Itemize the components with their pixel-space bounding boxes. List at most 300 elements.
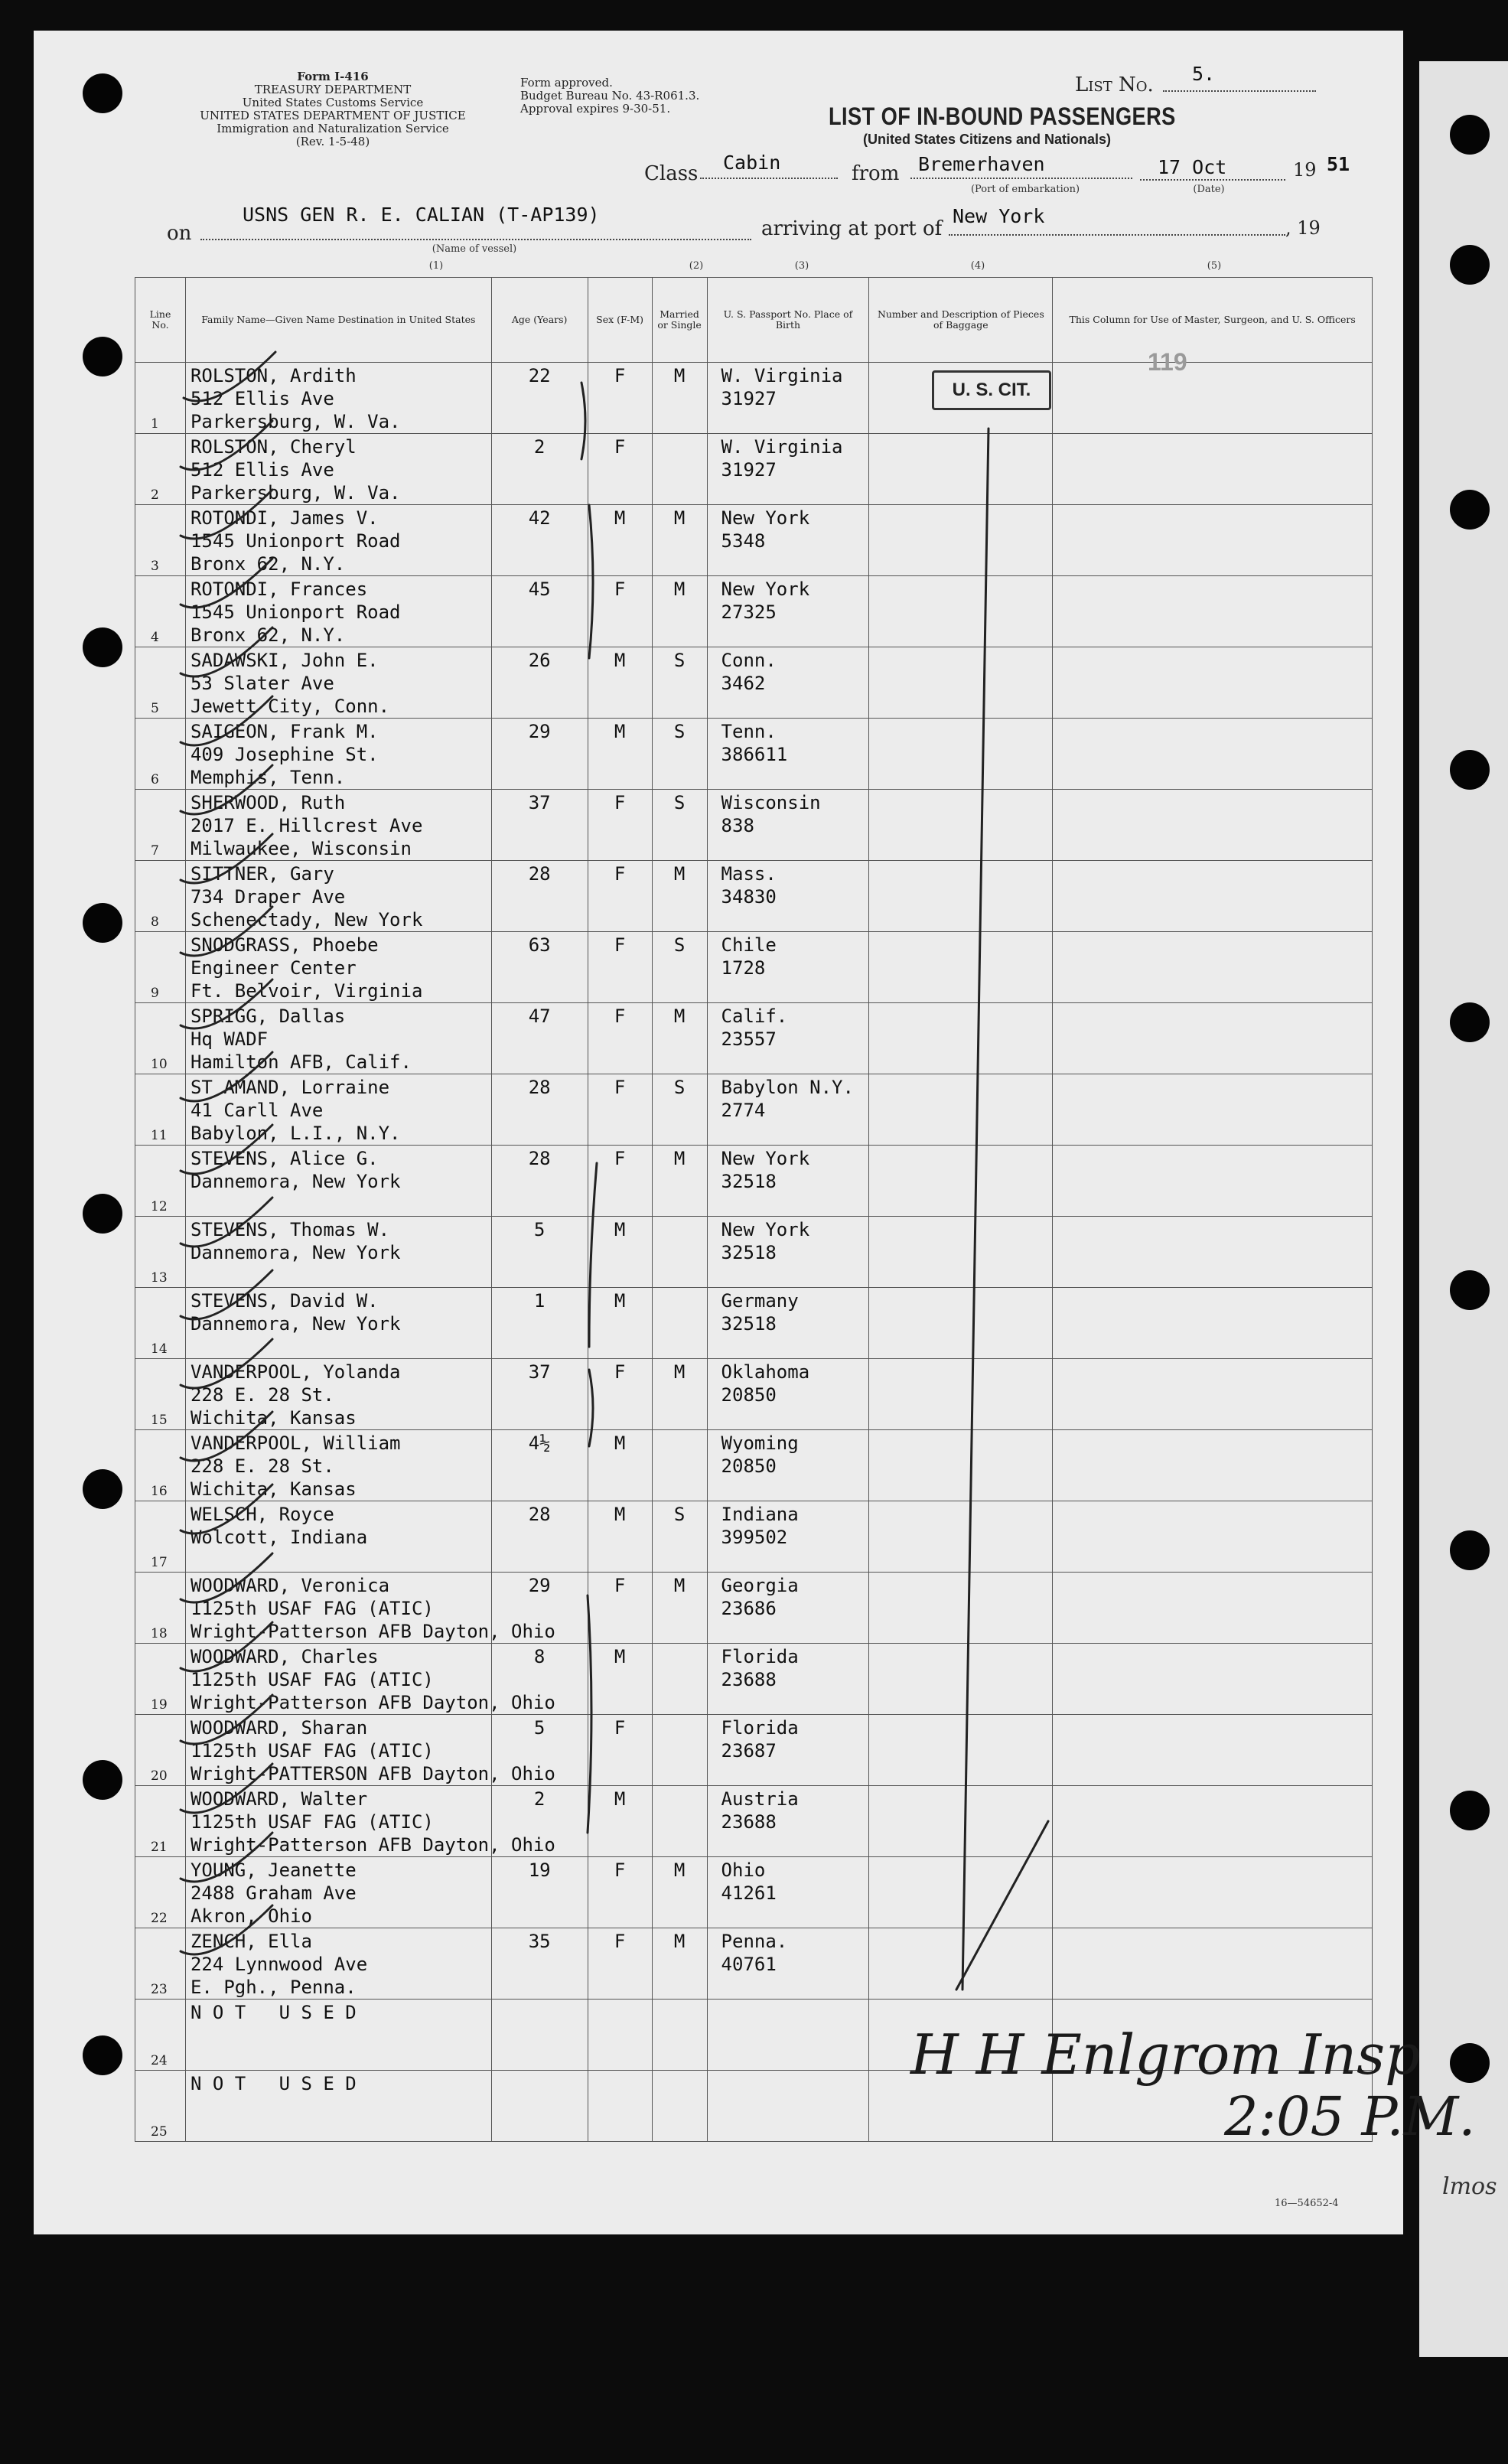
baggage-cell [869, 2071, 1053, 2142]
line-cell [135, 1003, 186, 1074]
passport-birthplace: Florida 23687 [721, 1717, 799, 1762]
sex-cell [588, 1146, 652, 1217]
line-number: 24 [151, 2053, 168, 2068]
married-cell [652, 790, 707, 861]
age-cell [491, 1857, 588, 1928]
line-number: 5 [151, 701, 159, 716]
line-number: 16 [151, 1484, 168, 1499]
sex-value: F [614, 579, 626, 600]
list-number-line [1163, 90, 1316, 92]
line-cell [135, 2000, 186, 2071]
age-value: 19 [528, 1859, 551, 1881]
binder-hole [1450, 1002, 1490, 1042]
line-number: 25 [151, 2124, 168, 2140]
passport-cell [707, 1644, 869, 1715]
passport-cell [707, 1359, 869, 1430]
passport-cell [707, 1857, 869, 1928]
passport-cell [707, 434, 869, 505]
port-embarkation: Bremerhaven [918, 153, 1045, 175]
table-row [135, 505, 1373, 576]
baggage-cell [869, 1217, 1053, 1288]
sex-cell [588, 1003, 652, 1074]
line-number: 21 [151, 1840, 168, 1855]
married-cell [652, 363, 707, 434]
col-name-header: Family Name—Given Name Destination in United States [185, 278, 491, 363]
binder-hole [83, 1469, 122, 1509]
passenger-table [135, 277, 1373, 2142]
col-passport-header: U. S. Passport No. Place of Birth [707, 278, 869, 363]
line-cell [135, 1430, 186, 1501]
sex-value: M [614, 1504, 626, 1525]
married-cell [652, 932, 707, 1003]
date-caption: (Date) [1193, 184, 1225, 195]
passport-cell [707, 1928, 869, 2000]
age-value: 22 [528, 365, 551, 386]
table-row [135, 1573, 1373, 1644]
vessel-caption: (Name of vessel) [432, 243, 517, 255]
passport-birthplace: New York 32518 [721, 1148, 810, 1192]
marital-status: M [673, 1859, 686, 1881]
col-num-1: (1) [428, 260, 444, 272]
married-cell [652, 647, 707, 719]
on-label: on [167, 222, 192, 245]
age-value: 35 [528, 1931, 551, 1952]
passport-cell [707, 1573, 869, 1644]
marital-status [653, 1786, 707, 1788]
marital-status [653, 2071, 707, 2072]
sex-value: M [614, 507, 626, 529]
line-number: 2 [151, 487, 159, 503]
passport-birthplace: Florida 23688 [721, 1646, 799, 1690]
baggage-cell [869, 505, 1053, 576]
marital-status [653, 1644, 707, 1645]
baggage-cell [869, 434, 1053, 505]
customs-service: United States Customs Service [242, 96, 424, 109]
sex-value: F [614, 1931, 626, 1952]
justice-dept: UNITED STATES DEPARTMENT OF JUSTICE [200, 109, 466, 122]
line-number: 23 [151, 1982, 168, 1997]
baggage-cell [869, 861, 1053, 932]
passport-birthplace: New York 32518 [721, 1219, 810, 1263]
sex-cell [588, 1928, 652, 2000]
line-cell [135, 790, 186, 861]
port-arrival: New York [953, 205, 1045, 227]
year-prefix: 19 [1293, 159, 1317, 181]
col-num-5: (5) [1207, 260, 1222, 272]
name-cell [185, 861, 491, 932]
passenger-name-address: STEVENS, Alice G. Dannemora, New York [190, 1148, 401, 1192]
age-value: 45 [528, 579, 551, 600]
officers-cell [1053, 2000, 1373, 2071]
line-number: 12 [151, 1199, 168, 1214]
sex-value: F [614, 934, 626, 956]
col-line-header: Line No. [135, 278, 186, 363]
sex-cell [588, 505, 652, 576]
passport-cell [707, 2000, 869, 2071]
table-row [135, 1430, 1373, 1501]
sex-value: F [614, 1077, 626, 1098]
marital-status [653, 2000, 707, 2001]
marital-status: S [673, 1077, 686, 1098]
vessel-name: USNS GEN R. E. CALIAN (T-AP139) [243, 204, 600, 226]
passenger-name-address: ROTONDI, James V. 1545 Unionport Road Bronx 62, N.Y. [190, 507, 401, 575]
passport-birthplace: Oklahoma 20850 [721, 1361, 810, 1406]
age-value: 4½ [528, 1432, 551, 1454]
baggage-cell [869, 1430, 1053, 1501]
passport-birthplace: Chile 1728 [721, 934, 777, 979]
line-cell [135, 1074, 186, 1146]
officers-cell [1053, 1074, 1373, 1146]
passport-birthplace: W. Virginia 31927 [721, 365, 843, 409]
passport-cell [707, 790, 869, 861]
list-number: 5. [1192, 63, 1216, 85]
line-number: 4 [151, 630, 159, 645]
officers-cell [1053, 1928, 1373, 2000]
marital-status: M [673, 1361, 686, 1383]
line-number: 3 [151, 559, 159, 574]
sex-cell [588, 2000, 652, 2071]
married-cell [652, 1288, 707, 1359]
name-cell [185, 1644, 555, 1715]
age-cell [491, 2000, 588, 2071]
baggage-cell [869, 1644, 1053, 1715]
name-cell [185, 1003, 491, 1074]
table-row [135, 1074, 1373, 1146]
baggage-cell [869, 1928, 1053, 2000]
table-row [135, 1359, 1373, 1430]
name-cell [185, 505, 491, 576]
officers-cell [1053, 647, 1373, 719]
passport-cell [707, 719, 869, 790]
baggage-cell [869, 2000, 1053, 2071]
line-cell [135, 932, 186, 1003]
sex-cell [588, 647, 652, 719]
age-cell [491, 1074, 588, 1146]
passenger-name-address: STEVENS, David W. Dannemora, New York [190, 1290, 401, 1335]
form-code: 16—54652-4 [1275, 2198, 1339, 2209]
table-row [135, 1288, 1373, 1359]
officers-cell [1053, 932, 1373, 1003]
sex-value [588, 2000, 652, 2001]
passenger-name-address: STEVENS, Thomas W. Dannemora, New York [190, 1219, 401, 1263]
married-cell [652, 1928, 707, 2000]
line-number: 17 [151, 1555, 168, 1570]
baggage-cell [869, 790, 1053, 861]
line-cell [135, 1288, 186, 1359]
married-cell [652, 1573, 707, 1644]
age-value: 28 [528, 1504, 551, 1525]
class-value: Cabin [723, 152, 781, 174]
passport-birthplace: Austria 23688 [721, 1788, 799, 1833]
sex-value: F [614, 1859, 626, 1881]
sex-cell [588, 1715, 652, 1786]
ins-service: Immigration and Naturalization Service [217, 122, 449, 135]
line-number: 6 [151, 772, 159, 787]
officers-cell [1053, 1430, 1373, 1501]
line-number: 22 [151, 1911, 168, 1926]
binder-hole [83, 903, 122, 943]
sex-value: M [614, 721, 626, 742]
line-number: 7 [151, 843, 159, 859]
sex-cell [588, 1501, 652, 1573]
sex-cell [588, 1288, 652, 1359]
age-value: 26 [528, 650, 551, 671]
name-cell [185, 1359, 491, 1430]
marital-status: M [673, 1575, 686, 1596]
sex-value [588, 2071, 652, 2072]
sex-cell [588, 1644, 652, 1715]
sex-cell [588, 363, 652, 434]
sex-cell [588, 790, 652, 861]
sex-value: F [614, 436, 626, 458]
embark-caption: (Port of embarkation) [970, 184, 1080, 195]
marital-status [653, 1430, 707, 1432]
officers-cell [1053, 1288, 1373, 1359]
marital-status: M [673, 579, 686, 600]
baggage-cell [869, 1786, 1053, 1857]
embark-line [910, 178, 1132, 179]
revision: (Rev. 1-5-48) [295, 135, 370, 148]
passenger-name-address: N O T U S E D [190, 2073, 357, 2094]
name-cell [185, 1217, 491, 1288]
married-cell [652, 1786, 707, 1857]
married-cell [652, 1074, 707, 1146]
marital-status [653, 1217, 707, 1218]
binder-hole [83, 1760, 122, 1800]
line-cell [135, 576, 186, 647]
passport-cell [707, 1074, 869, 1146]
name-cell [185, 1928, 491, 2000]
sex-cell [588, 932, 652, 1003]
name-cell [185, 2000, 491, 2071]
binder-hole [1450, 1270, 1490, 1310]
passenger-name-address: WOODWARD, Walter 1125th USAF FAG (ATIC) Wright-Patterson AFB Dayton, Ohio [190, 1788, 555, 1856]
passenger-name-address: SADAWSKI, John E. 53 Slater Ave Jewett City, Conn. [190, 650, 390, 717]
age-value [492, 2000, 588, 2001]
age-cell [491, 1146, 588, 1217]
passenger-name-address: N O T U S E D [190, 2002, 357, 2023]
class-label: Class [644, 162, 699, 185]
passport-cell [707, 1501, 869, 1573]
married-cell [652, 1003, 707, 1074]
passenger-name-address: WOODWARD, Sharan 1125th USAF FAG (ATIC) Wright-PATTERSON AFB Dayton, Ohio [190, 1717, 555, 1784]
age-value: 2 [533, 436, 546, 458]
approval-line: Approval expires 9-30-51. [520, 102, 671, 116]
married-cell [652, 505, 707, 576]
passport-birthplace: W. Virginia 31927 [721, 436, 843, 481]
line-cell [135, 363, 186, 434]
line-cell [135, 434, 186, 505]
passenger-name-address: YOUNG, Jeanette 2488 Graham Ave Akron, Ohio [190, 1859, 357, 1927]
age-value [492, 2071, 588, 2072]
marital-status: M [673, 1931, 686, 1952]
sex-cell [588, 434, 652, 505]
table-row [135, 434, 1373, 505]
us-citizen-stamp: U. S. CIT. [932, 370, 1051, 410]
approval-line: Form approved. [520, 76, 613, 90]
list-number-label: List No. [1075, 73, 1154, 96]
line-number: 10 [151, 1057, 168, 1072]
married-cell [652, 1430, 707, 1501]
passport-cell [707, 1288, 869, 1359]
sex-value: F [614, 1005, 626, 1027]
passenger-name-address: ST AMAND, Lorraine 41 Carll Ave Babylon, L.I., N.Y. [190, 1077, 401, 1144]
table-row [135, 1644, 1373, 1715]
passenger-name-address: ROTONDI, Frances 1545 Unionport Road Bronx 62, N.Y. [190, 579, 401, 646]
passport-birthplace: Wisconsin 838 [721, 792, 821, 836]
marital-status [653, 1715, 707, 1716]
sex-value: M [614, 1219, 626, 1240]
officers-cell [1053, 505, 1373, 576]
officers-cell [1053, 434, 1373, 505]
col-num-4: (4) [970, 260, 985, 272]
age-value: 1 [533, 1290, 546, 1312]
sex-value: F [614, 1361, 626, 1383]
age-value: 5 [533, 1219, 546, 1240]
table-row [135, 719, 1373, 790]
age-value: 42 [528, 507, 551, 529]
passport-cell [707, 505, 869, 576]
page-subtitle: (United States Citizens and Nationals) [863, 132, 1112, 147]
arrival-line [949, 234, 1285, 236]
age-cell [491, 1501, 588, 1573]
passport-cell [707, 1430, 869, 1501]
name-cell [185, 1786, 555, 1857]
binder-hole [83, 73, 122, 113]
passenger-name-address: SITTNER, Gary 734 Draper Ave Schenectady, New York [190, 863, 423, 931]
binder-hole [1450, 2043, 1490, 2083]
baggage-cell [869, 1146, 1053, 1217]
sex-cell [588, 861, 652, 932]
name-cell [185, 2071, 491, 2142]
passport-cell [707, 1146, 869, 1217]
passenger-name-address: SHERWOOD, Ruth 2017 E. Hillcrest Ave Milwaukee, Wisconsin [190, 792, 423, 859]
date-line [1140, 179, 1285, 181]
name-cell [185, 1715, 555, 1786]
passenger-name-address: ROLSTON, Ardith 512 Ellis Ave Parkersburg, W. Va. [190, 365, 401, 432]
baggage-cell [869, 719, 1053, 790]
age-cell [491, 434, 588, 505]
binder-hole [1450, 115, 1490, 155]
name-cell [185, 647, 491, 719]
age-value: 37 [528, 792, 551, 813]
officers-cell [1053, 1501, 1373, 1573]
age-value: 8 [533, 1646, 546, 1667]
passport-cell [707, 1715, 869, 1786]
officers-cell [1053, 861, 1373, 932]
line-cell [135, 1573, 186, 1644]
baggage-cell [869, 576, 1053, 647]
baggage-cell [869, 1573, 1053, 1644]
age-value: 63 [528, 934, 551, 956]
sex-cell [588, 1217, 652, 1288]
age-value: 47 [528, 1005, 551, 1027]
age-value: 29 [528, 721, 551, 742]
passport-birthplace: Georgia 23686 [721, 1575, 799, 1619]
sex-value: M [614, 1432, 626, 1454]
sex-value: F [614, 1575, 626, 1596]
passport-birthplace: Penna. 40761 [721, 1931, 788, 1975]
line-number: 11 [151, 1128, 168, 1143]
signature-time: 2:05 P.M. [1224, 2085, 1476, 2148]
table-row [135, 861, 1373, 932]
age-cell [491, 1288, 588, 1359]
married-cell [652, 434, 707, 505]
officers-cell [1053, 1359, 1373, 1430]
married-cell [652, 1715, 707, 1786]
marital-status: S [673, 1504, 686, 1525]
age-value: 29 [528, 1575, 551, 1596]
name-cell [185, 1430, 491, 1501]
line-cell [135, 719, 186, 790]
sex-cell [588, 1786, 652, 1857]
stamp-number: 119 [1148, 348, 1187, 376]
sex-value: M [614, 1646, 626, 1667]
age-value: 28 [528, 863, 551, 885]
passenger-name-address: SAIGEON, Frank M. 409 Josephine St. Memphis, Tenn. [190, 721, 379, 788]
marital-status: S [673, 650, 686, 671]
age-cell [491, 1359, 588, 1430]
table-row [135, 1857, 1373, 1928]
age-cell [491, 505, 588, 576]
officers-cell [1053, 790, 1373, 861]
binder-hole [1450, 1530, 1490, 1570]
name-cell [185, 1146, 491, 1217]
treasury-dept: TREASURY DEPARTMENT [254, 83, 412, 96]
marital-status [653, 1288, 707, 1289]
age-value: 28 [528, 1148, 551, 1169]
sex-cell [588, 2071, 652, 2142]
passport-cell [707, 647, 869, 719]
col-officers-header: This Column for Use of Master, Surgeon, and U. S. Officers [1053, 278, 1373, 363]
line-number: 20 [151, 1768, 168, 1784]
vessel-line [200, 239, 751, 240]
age-value: 2 [533, 1788, 546, 1810]
officers-cell [1053, 1786, 1373, 1857]
marital-status: M [673, 507, 686, 529]
sex-value: M [614, 1788, 626, 1810]
passport-birthplace: Indiana 399502 [721, 1504, 799, 1548]
age-cell [491, 1430, 588, 1501]
col-baggage-header: Number and Description of Pieces of Baggage [869, 278, 1053, 363]
line-number: 19 [151, 1697, 168, 1713]
age-cell [491, 1786, 588, 1857]
baggage-cell [869, 1715, 1053, 1786]
marital-status: M [673, 863, 686, 885]
table-row [135, 1003, 1373, 1074]
married-cell [652, 1501, 707, 1573]
passport-cell [707, 2071, 869, 2142]
passport-birthplace: Germany 32518 [721, 1290, 799, 1335]
baggage-cell [869, 1501, 1053, 1573]
table-row [135, 790, 1373, 861]
officers-cell [1053, 1146, 1373, 1217]
baggage-cell [869, 1288, 1053, 1359]
class-line [700, 178, 838, 179]
passport-cell [707, 1786, 869, 1857]
age-value: 28 [528, 1077, 551, 1098]
line-number: 9 [151, 986, 159, 1001]
col-num-3: (3) [794, 260, 809, 272]
marital-status: S [673, 721, 686, 742]
married-cell [652, 861, 707, 932]
age-cell [491, 647, 588, 719]
married-cell [652, 1146, 707, 1217]
passport-cell [707, 363, 869, 434]
binder-hole [83, 627, 122, 667]
marital-status: S [673, 934, 686, 956]
marital-status [653, 434, 707, 435]
